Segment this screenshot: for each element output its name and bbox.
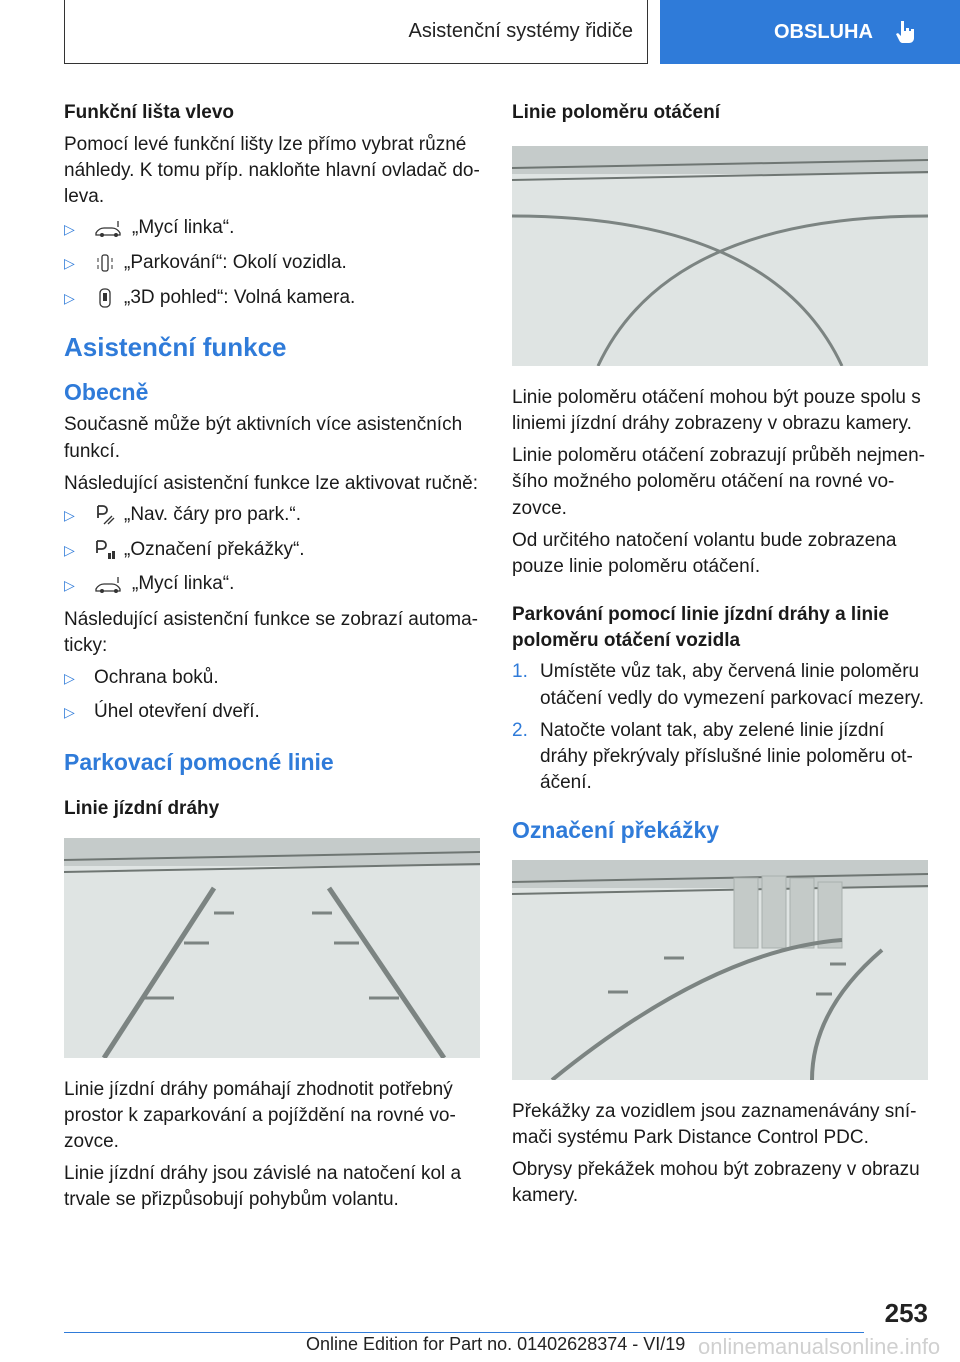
auto-item-side: Ochrana boků.: [94, 666, 219, 688]
funkcni-lista-text: Pomocí levé funkční lišty lze přímo vybrat různé náhledy. K tomu příp. nakloňte hlavní ovladač do-leva.: [64, 133, 480, 208]
step-number: 1.: [512, 661, 528, 683]
parkovani-title: Parkování pomocí linie jízdní dráhy a linie poloměru otáčení vozidla: [512, 604, 889, 651]
linie-polomeru-title: Linie poloměru otáčení: [512, 102, 720, 123]
section-tab-label: OBSLUHA: [774, 20, 873, 43]
linie-jizdni-title: Linie jízdní dráhy: [64, 797, 220, 819]
list-item: [64, 286, 482, 311]
driving-lines-image: [64, 838, 480, 1058]
manual-item-obstacle: „Označení překážky“.: [124, 538, 305, 560]
oznaceni-text-2: Obrysy překážek mohou být zobrazeny v obrazu kamery.: [512, 1158, 920, 1207]
hand-pointer-icon: [895, 19, 917, 45]
view-item-parking: „Parkování“: Okolí vozidla.: [124, 251, 347, 273]
list-item: [64, 251, 482, 276]
view-item-car-wash: „Mycí linka“.: [132, 217, 235, 239]
oznaceni-text-1: Překážky za vozidlem jsou zaznamenávány sní-mači systému Park Distance Control PDC.: [512, 1100, 917, 1148]
list-item: [64, 538, 482, 563]
page-number: 253: [884, 1298, 928, 1328]
auto-functions-list: [64, 666, 482, 725]
list-item: [64, 666, 482, 691]
list-item: [64, 216, 482, 241]
list-item: [64, 700, 482, 725]
right-column: [512, 100, 930, 1215]
polomeru-text-3: Od určitého natočení volantu bude zobrazena pouze linie poloměru otáčení.: [512, 529, 897, 577]
list-item: [64, 572, 482, 597]
turning-radius-image: [512, 146, 928, 366]
funkcni-lista-title: Funkční lišta vlevo: [64, 102, 234, 123]
section-title-box: [64, 0, 648, 64]
triangle-bullet-icon: ▷: [64, 669, 75, 686]
triangle-bullet-icon: ▷: [64, 576, 75, 593]
triangle-bullet-icon: ▷: [64, 220, 75, 237]
asistencni-funkce-heading: Asistenční funkce: [64, 332, 287, 363]
obstacle-image: [512, 860, 928, 1080]
view-list: [64, 216, 482, 310]
triangle-bullet-icon: ▷: [64, 704, 75, 721]
triangle-bullet-icon: ▷: [64, 289, 75, 306]
auto-item-door: Úhel otevření dveří.: [94, 701, 260, 723]
list-item: [512, 718, 930, 797]
obecne-text-2: Následující asistenční funkce lze aktivovat ručně:: [64, 472, 478, 494]
triangle-bullet-icon: ▷: [64, 255, 75, 272]
parking-sensors-icon: [94, 252, 116, 274]
step-text: Natočte volant tak, aby zelené linie jízdní dráhy překrývaly příslušné linie poloměru ot-áčení.: [540, 719, 913, 794]
polomeru-text-2: Linie poloměru otáčení zobrazují průběh nejmen-šího možného poloměru otáčení na rovné vo-zovce.: [512, 445, 925, 519]
car-wash-icon: [94, 218, 124, 240]
edition-text: Online Edition for Part no. 01402628374 - VI/19: [306, 1334, 686, 1354]
left-column: [64, 100, 482, 1220]
list-item: [64, 503, 482, 528]
oznaceni-heading: Označení překážky: [512, 816, 720, 843]
manual-functions-list: [64, 503, 482, 597]
manual-item-lines: „Nav. čáry pro park.“.: [124, 504, 302, 526]
footer-divider: [64, 1332, 864, 1333]
steps-list: [512, 659, 930, 796]
obstacle-marking-icon: [94, 539, 116, 561]
auto-text: Následující asistenční funkce se zobrazí automa-ticky:: [64, 609, 478, 657]
3d-view-icon: [94, 287, 116, 309]
step-text: Umístěte vůz tak, aby červená linie poloměru otáčení vedly do vymezení parkovací mezery.: [540, 661, 925, 709]
parking-lines-icon: [94, 504, 116, 526]
linie-jizdni-text-2: Linie jízdní dráhy jsou závislé na natočení kol a trvale se přizpůsobují pohybům volantu.: [64, 1163, 462, 1211]
step-number: 2.: [512, 719, 528, 741]
section-title: Asistenční systémy řidiče: [408, 20, 633, 42]
watermark: onlinemanualsonline.info: [698, 1334, 941, 1359]
manual-item-car-wash: „Mycí linka“.: [132, 573, 235, 595]
polomeru-text-1: Linie poloměru otáčení mohou být pouze spolu s liniemi jízdní dráhy zobrazeny v obrazu kamery.: [512, 386, 921, 434]
section-tab: [660, 0, 960, 64]
view-item-3d: „3D pohled“: Volná kamera.: [124, 286, 356, 308]
triangle-bullet-icon: ▷: [64, 541, 75, 558]
parkovaci-heading: Parkovací pomocné linie: [64, 748, 334, 775]
triangle-bullet-icon: ▷: [64, 507, 75, 524]
obecne-heading: Obecně: [64, 379, 149, 406]
list-item: [512, 659, 930, 711]
obecne-text-1: Současně může být aktivních více asistenčních funkcí.: [64, 414, 463, 462]
car-wash-icon: [94, 574, 124, 596]
linie-jizdni-text-1: Linie jízdní dráhy pomáhají zhodnotit potřebný prostor k zaparkování a pojíždění na rovné vo-zovce.: [64, 1078, 456, 1152]
